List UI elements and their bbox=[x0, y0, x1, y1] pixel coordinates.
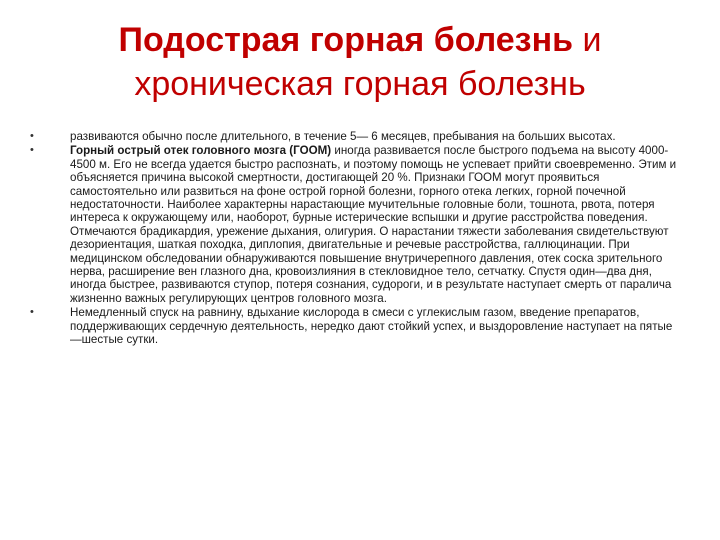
bullet-text: Немедленный спуск на равнину, вдыхание кислорода в смеси с углекислым газом, введение препаратов, поддерживающих сердечную деятельность, нередко дают стойкий успех, и выздоровление наступает на пятые—шестые сутки. bbox=[70, 306, 673, 347]
bullet-dot-icon: • bbox=[30, 306, 34, 319]
bullet-item-2 bbox=[30, 144, 680, 305]
bullet-dot-icon: • bbox=[30, 130, 34, 142]
bullet-list bbox=[30, 130, 680, 348]
title-line-2: хроническая горная болезнь bbox=[134, 65, 586, 103]
bullet-dot-icon: • bbox=[30, 144, 34, 157]
title-connector: и bbox=[573, 21, 602, 59]
bullet-item-1 bbox=[30, 130, 680, 143]
bullet-text: развиваются обычно после длительного, в течение 5— 6 месяцев, пребывания на больших высотах. bbox=[70, 130, 616, 143]
slide-title bbox=[60, 18, 660, 106]
bullet-text: иногда развивается после быстрого подъема на высоту 4000-4500 м. Его не всегда удается быстро распознать, и поэтому помощь не успевает прийти своевременно. Этим и объясняется причина высокой смертности, достигающей 20 %. Признаки ГООМ могут проявиться самостоятельно или развиться на фоне острой горной болезни, горного отека легких, горной почечной недостаточности. Наиболее характерны нарастающие мучительные головные боли, тошнота, рвота, потеря интереса к окружающему или, наоборот, бурные истерические вспышки и другие расстройства поведения. Отмечаются брадикардия, урежение дыхания, олигурия. О нарастании тяжести заболевания свидетельствуют дезориентация, шаткая походка, диплопия, двигательные и речевые расстройства, галлюцинации. При медицинском обследовании обнаруживаются повышение внутричерепного давления, отек соска зрительного нерва, расширение вен глазного дна, кровоизлияния в стекловидное тело, сетчатку. Спустя один—два дня, иногда быстрее, развиваются ступор, потеря сознания, судороги, и в результате наступает смерть от паралича жизненно важных регулирующих центров головного мозга. bbox=[70, 144, 677, 305]
title-bold-part: Подострая горная болезнь bbox=[118, 21, 574, 59]
bullet-item-3 bbox=[30, 306, 680, 346]
title-line-1 bbox=[60, 18, 660, 62]
bullet-bold-term: Горный острый отек головного мозга (ГООМ) bbox=[70, 144, 332, 158]
